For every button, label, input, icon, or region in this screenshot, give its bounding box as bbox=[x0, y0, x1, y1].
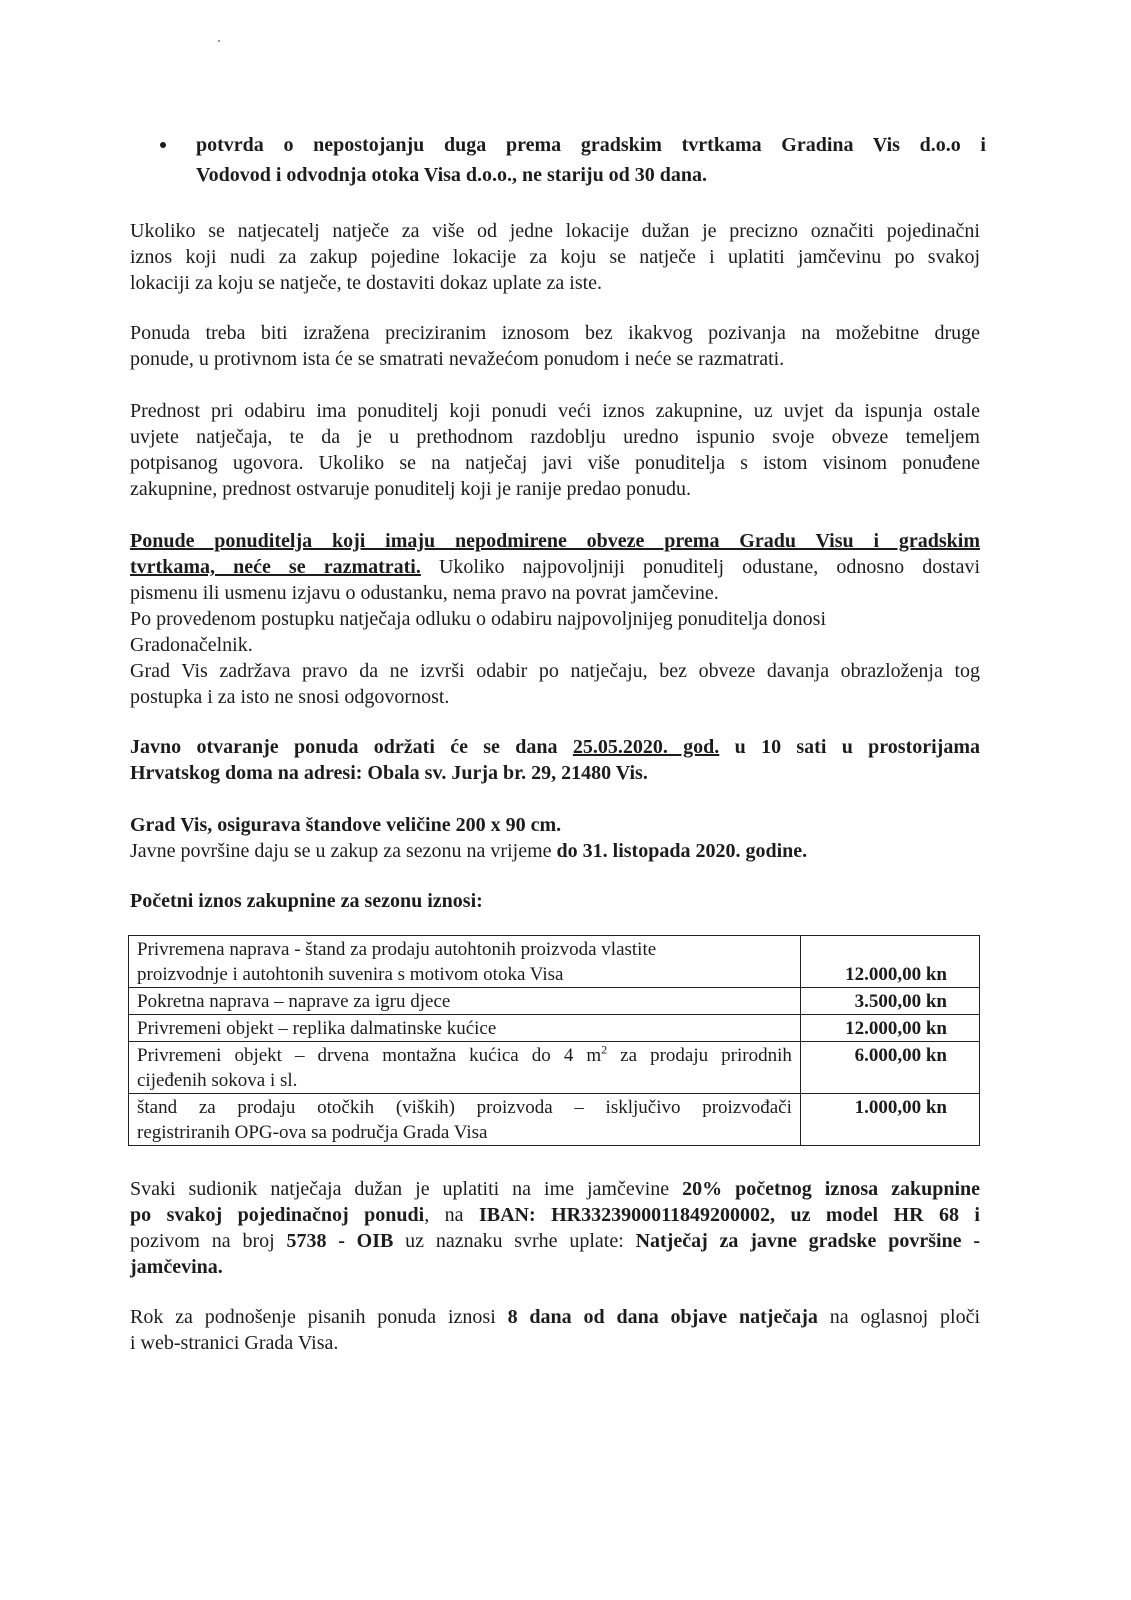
text-line: ponude, u protivnom ista će se smatrati nevažećom ponudom i neće se razmatrati. bbox=[130, 348, 785, 370]
table-cell-price: 12.000,00 kn bbox=[800, 936, 979, 988]
text-line: Svaki sudionik natječaja dužan je uplatiti na ime jamčevine bbox=[130, 1178, 683, 1200]
text-line: uvjete natječaja, te da je u prethodnom razdoblju uredno ispunio svoje obveze temeljem bbox=[130, 426, 980, 448]
text-line: u 10 sati u prostorijama bbox=[719, 736, 980, 758]
text-line: Javno otvaranje ponuda održati će se dana bbox=[130, 736, 573, 758]
cell-line: Pokretna naprava – naprave za igru djece bbox=[137, 991, 451, 1012]
paragraph-obligations bbox=[130, 528, 980, 710]
cell-line bbox=[137, 1043, 792, 1068]
paragraph-stands bbox=[130, 812, 980, 864]
text-bold: 5738 - OIB bbox=[286, 1230, 394, 1252]
bullet-line: potvrda o nepostojanju duga prema gradskim tvrtkama Gradina Vis d.o.o i bbox=[196, 134, 986, 156]
table-row bbox=[129, 988, 980, 1015]
text-bold: IBAN: HR3323900011849200002, uz model HR 68 i bbox=[478, 1204, 980, 1226]
table-row bbox=[129, 1094, 980, 1146]
text-line: Rok za podnošenje pisanih ponuda iznosi bbox=[130, 1306, 508, 1328]
text-bold: 8 dana od dana objave natječaja bbox=[507, 1306, 818, 1328]
cell-line: proizvodnje i autohtonih suvenira s motivom otoka Visa bbox=[137, 964, 564, 985]
table-cell-price: 12.000,00 kn bbox=[800, 1015, 979, 1042]
cell-text: Privremeni objekt – drvena montažna kućica do 4 m bbox=[137, 1045, 602, 1066]
table-cell-description bbox=[129, 936, 801, 988]
table-cell-description bbox=[129, 988, 801, 1015]
text-line: zakupnine, prednost ostvaruje ponuditelj koji je ranije predao ponudu. bbox=[130, 478, 691, 500]
text-bold: 20% početnog iznosa zakupnine bbox=[682, 1178, 980, 1200]
text-line: iznos koji nudi za zakup pojedine lokacije za koju se natječe i uplatiti jamčevinu po svakoj bbox=[130, 246, 980, 268]
table-cell-description bbox=[129, 1094, 801, 1146]
text-line-underlined: Ponude ponuditelja koji imaju nepodmirene obveze prema Gradu Visu i gradskim bbox=[130, 530, 980, 552]
text-line: Početni iznos zakupnine za sezonu iznosi: bbox=[130, 890, 483, 912]
table-cell-description bbox=[129, 1042, 801, 1094]
text-underlined: tvrtkama, neće se razmatrati. bbox=[130, 556, 421, 578]
text-line: na oglasnoj ploči bbox=[817, 1306, 980, 1328]
text-line: Grad Vis, osigurava štandove veličine 200 x 90 cm. bbox=[130, 814, 562, 836]
superscript: 2 bbox=[601, 1042, 608, 1057]
paragraph-offer-amount bbox=[130, 320, 980, 372]
cell-line: Privremeni objekt – replika dalmatinske kućice bbox=[137, 1018, 497, 1039]
text-bold: do 31. listopada 2020. godine. bbox=[556, 840, 808, 862]
text-line: Prednost pri odabiru ima ponuditelj koji ponudi veći iznos zakupnine, uz uvjet da ispunja ostale bbox=[130, 400, 980, 422]
table-row bbox=[129, 1015, 980, 1042]
text-line: uz naznaku svrhe uplate: bbox=[393, 1230, 636, 1252]
text-line: Gradonačelnik. bbox=[130, 634, 253, 656]
paragraph-deadline bbox=[130, 1304, 980, 1356]
cell-line: štand za prodaju otočkih (viških) proizvoda – isključivo proizvođači bbox=[137, 1097, 792, 1118]
bullet-dot-icon bbox=[160, 142, 166, 148]
text-line: Ponuda treba biti izražena preciziranim iznosom bez ikakvog pozivanja na možebitne druge bbox=[130, 322, 980, 344]
cell-line: registriranih OPG-ova sa područja Grada Visa bbox=[137, 1122, 488, 1143]
text-line: Grad Vis zadržava pravo da ne izvrši odabir po natječaju, bez obveze davanja obrazloženja tog bbox=[130, 660, 980, 682]
cell-line: Privremena naprava - štand za prodaju autohtonih proizvoda vlastite bbox=[137, 939, 657, 960]
paragraph-priority bbox=[130, 398, 980, 502]
text-line: pozivom na broj bbox=[130, 1230, 287, 1252]
text-line: Hrvatskog doma na adresi: Obala sv. Jurja br. 29, 21480 Vis. bbox=[130, 762, 648, 784]
paragraph-deposit bbox=[130, 1176, 980, 1280]
text-line: i web-stranici Grada Visa. bbox=[130, 1332, 339, 1354]
table-cell-price: 6.000,00 kn bbox=[800, 1042, 979, 1094]
cell-text: za prodaju prirodnih bbox=[607, 1045, 792, 1066]
bullet-line: Vodovod i odvodnja otoka Visa d.o.o., ne stariju od 30 dana. bbox=[196, 164, 708, 186]
text-line: potpisanog ugovora. Ukoliko se na natječaj javi više ponuditelja s istom visinom ponuđene bbox=[130, 452, 980, 474]
text-line: jamčevina. bbox=[130, 1256, 223, 1278]
table-cell-price: 1.000,00 kn bbox=[800, 1094, 979, 1146]
text-bold: po svakoj pojedinačnoj ponudi bbox=[130, 1204, 425, 1226]
text-line: Ukoliko se natjecatelj natječe za više od jedne lokacije dužan je precizno označiti pojedinačni bbox=[130, 220, 980, 242]
text-bold: Natječaj za javne gradske površine - bbox=[635, 1230, 980, 1252]
table-row bbox=[129, 1042, 980, 1094]
table-heading bbox=[130, 888, 980, 914]
text-line: Ukoliko najpovoljniji ponuditelj odustane, odnosno dostavi bbox=[420, 556, 981, 578]
text-line: postupka i za isto ne snosi odgovornost. bbox=[130, 686, 450, 708]
cell-line: cijeđenih sokova i sl. bbox=[137, 1070, 298, 1091]
text-line: Javne površine daju se u zakup za sezonu na vrijeme bbox=[130, 840, 557, 862]
fee-table bbox=[128, 935, 980, 1146]
scan-speck bbox=[218, 40, 220, 42]
text-line: Po provedenom postupku natječaja odluku o odabiru najpovoljnijeg ponuditelja donosi bbox=[130, 608, 826, 630]
text-line: lokaciji za koju se natječe, te dostaviti dokaz uplate za iste. bbox=[130, 272, 603, 294]
paragraph-opening bbox=[130, 734, 980, 786]
table-cell-description bbox=[129, 1015, 801, 1042]
opening-date: 25.05.2020. god. bbox=[572, 736, 720, 758]
text-line: , na bbox=[424, 1204, 479, 1226]
table-cell-price: 3.500,00 kn bbox=[800, 988, 979, 1015]
bullet-text bbox=[196, 130, 986, 190]
table-row bbox=[129, 936, 980, 988]
text-line: pismenu ili usmenu izjavu o odustanku, nema pravo na povrat jamčevine. bbox=[130, 582, 719, 604]
paragraph-multi-location bbox=[130, 218, 980, 296]
